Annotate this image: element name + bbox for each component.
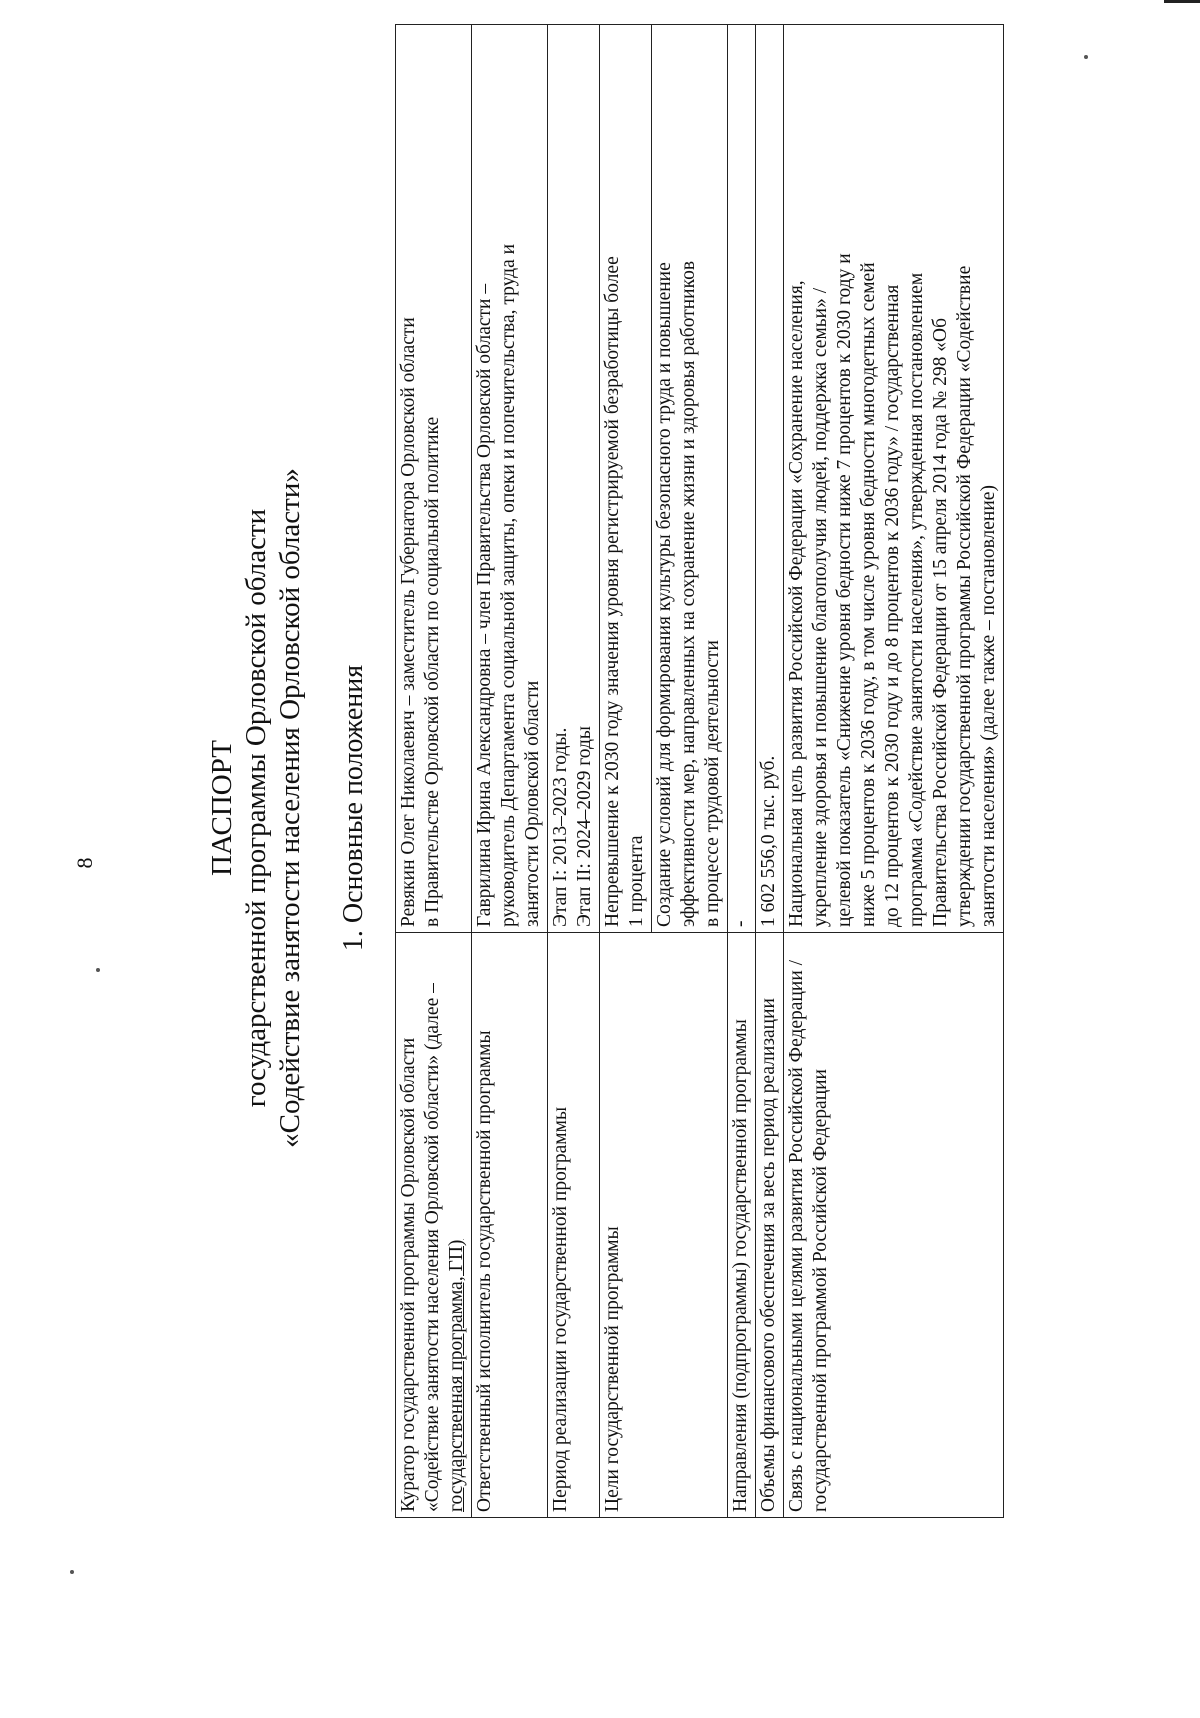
row-label: Ответственный исполнитель государственной программы	[472, 933, 548, 1518]
row-label: Направления (подпрограммы) государственной программы	[728, 933, 756, 1518]
document-title	[205, 118, 307, 1498]
row-label: Объемы финансового обеспечения за весь период реализации	[756, 933, 784, 1518]
table-row	[472, 25, 548, 1518]
row-label: Связь с национальными целями развития Российской Федерации / государственной программой Российской Федерации	[784, 933, 1004, 1518]
table-row	[548, 25, 600, 1518]
row-value: Создание условий для формирования культуры безопасного труда и повышение эффективности мер, направленных на сохранение жизни и здоровья работников в процессе трудовой деятельности	[652, 25, 728, 933]
row-label: Период реализации государственной программы	[548, 933, 600, 1518]
row-value: Ревякин Олег Николаевич – заместитель Губернатора Орловской области в Правительстве Орловской области по социальной политике	[396, 25, 472, 933]
title-line-2: государственной программы Орловской области	[240, 508, 272, 1108]
row-value: Гаврилина Ирина Александровна – член Правительства Орловской области – руководитель Департамента социальной защиты, опеки и попечительства, труда и занятости Орловской области	[472, 25, 548, 933]
passport-table	[395, 24, 1004, 1518]
table-row	[784, 25, 1004, 1518]
title-line-1: ПАСПОРТ	[206, 740, 238, 876]
row-value: 1 602 556,0 тыс. руб.	[756, 25, 784, 933]
table-row	[728, 25, 756, 1518]
row-label: Цели государственной программы	[600, 933, 728, 1518]
row-value: Этап I: 2013–2023 годы. Этап II: 2024–2029 годы	[548, 25, 600, 933]
table-row	[396, 25, 472, 1518]
row-value: Непревышение к 2030 году значения уровня регистрируемой безработицы более 1 процента	[600, 25, 652, 933]
title-line-3: «Содействие занятости населения Орловской области»	[274, 468, 306, 1148]
table-row	[756, 25, 784, 1518]
section-title: 1. Основные положения	[338, 664, 369, 952]
table-row	[600, 25, 652, 1518]
row-value: Национальная цель развития Российской Федерации «Сохранение населения, укрепление здоровья и повышение благополучия людей, поддержка семьи» / целевой показатель «Снижение уровня бедности ниже 7 процентов к 2030 году и ниже 5 процентов к 2036 году, в том числе уровня бедности многодетных семей до 12 процентов к 2030 году и до 8 процентов к 2036 году» / государственная программа «Содействие занятости населения», утвержденная постановлением Правительства Российской Федерации от 15 апреля 2014 года № 298 «Об утверждении государственной программы Российской Федерации «Содействие занятости населения» (далее также – постановление)	[784, 25, 1004, 933]
row-label: Куратор государственной программы Орловской области «Содействие занятости населения Орловской области» (далее – государственная программа, ГП)	[396, 933, 472, 1518]
row-value: -	[728, 25, 756, 933]
page-number: 8	[72, 857, 97, 869]
